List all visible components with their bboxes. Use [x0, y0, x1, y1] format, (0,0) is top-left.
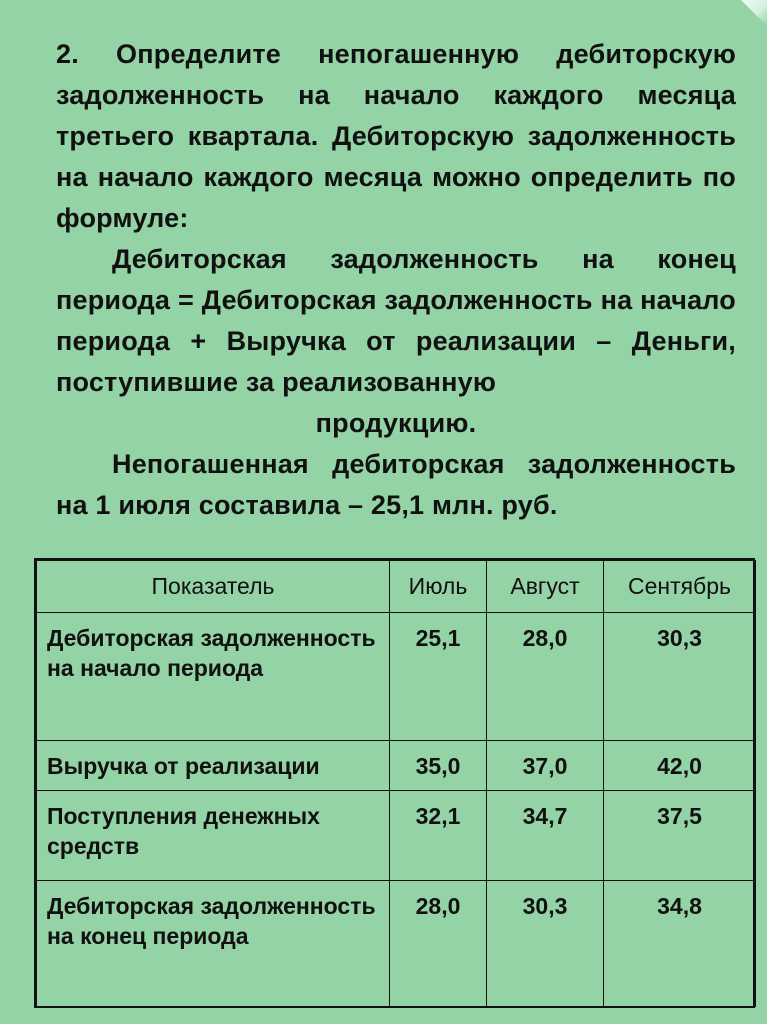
data-table-wrapper	[34, 558, 755, 1008]
task-text	[56, 34, 736, 526]
row-label: Дебиторская задолженность на начало периода	[37, 613, 390, 741]
table-header-row	[37, 561, 756, 613]
table-cell: 37,5	[604, 791, 756, 881]
table-cell: 37,0	[487, 741, 604, 791]
header-indicator: Показатель	[37, 561, 390, 613]
table-row	[37, 791, 756, 881]
formula-paragraph-tail: продукцию.	[315, 408, 477, 438]
table-cell: 34,7	[487, 791, 604, 881]
receivables-table	[36, 560, 756, 1007]
table-row	[37, 881, 756, 1007]
table-cell: 28,0	[487, 613, 604, 741]
table-cell: 42,0	[604, 741, 756, 791]
row-label: Выручка от реализации	[37, 741, 390, 791]
task-paragraph: 2. Определите непогашенную дебиторскую задолженность на начало каждого месяца третьего квартала. Дебиторскую задолженность на начало каждого месяца можно определить по формуле:	[56, 39, 736, 233]
corner-decoration	[741, 0, 767, 26]
table-row	[37, 613, 756, 741]
table-cell: 35,0	[390, 741, 487, 791]
header-july: Июль	[390, 561, 487, 613]
initial-balance-paragraph: Непогашенная дебиторская задолженность на 1 июля составила – 25,1 млн. руб.	[56, 449, 736, 520]
table-cell: 32,1	[390, 791, 487, 881]
table-cell: 30,3	[487, 881, 604, 1007]
table-cell: 30,3	[604, 613, 756, 741]
table-cell: 34,8	[604, 881, 756, 1007]
header-august: Август	[487, 561, 604, 613]
table-cell: 28,0	[390, 881, 487, 1007]
table-cell: 25,1	[390, 613, 487, 741]
row-label: Дебиторская задолженность на конец периода	[37, 881, 390, 1007]
header-september: Сентябрь	[604, 561, 756, 613]
formula-paragraph: Дебиторская задолженность на конец периода = Дебиторская задолженность на начало периода + Выручка от реализации – Деньги, поступившие за реализованную	[56, 244, 736, 397]
table-row	[37, 741, 756, 791]
row-label: Поступления денежных средств	[37, 791, 390, 881]
